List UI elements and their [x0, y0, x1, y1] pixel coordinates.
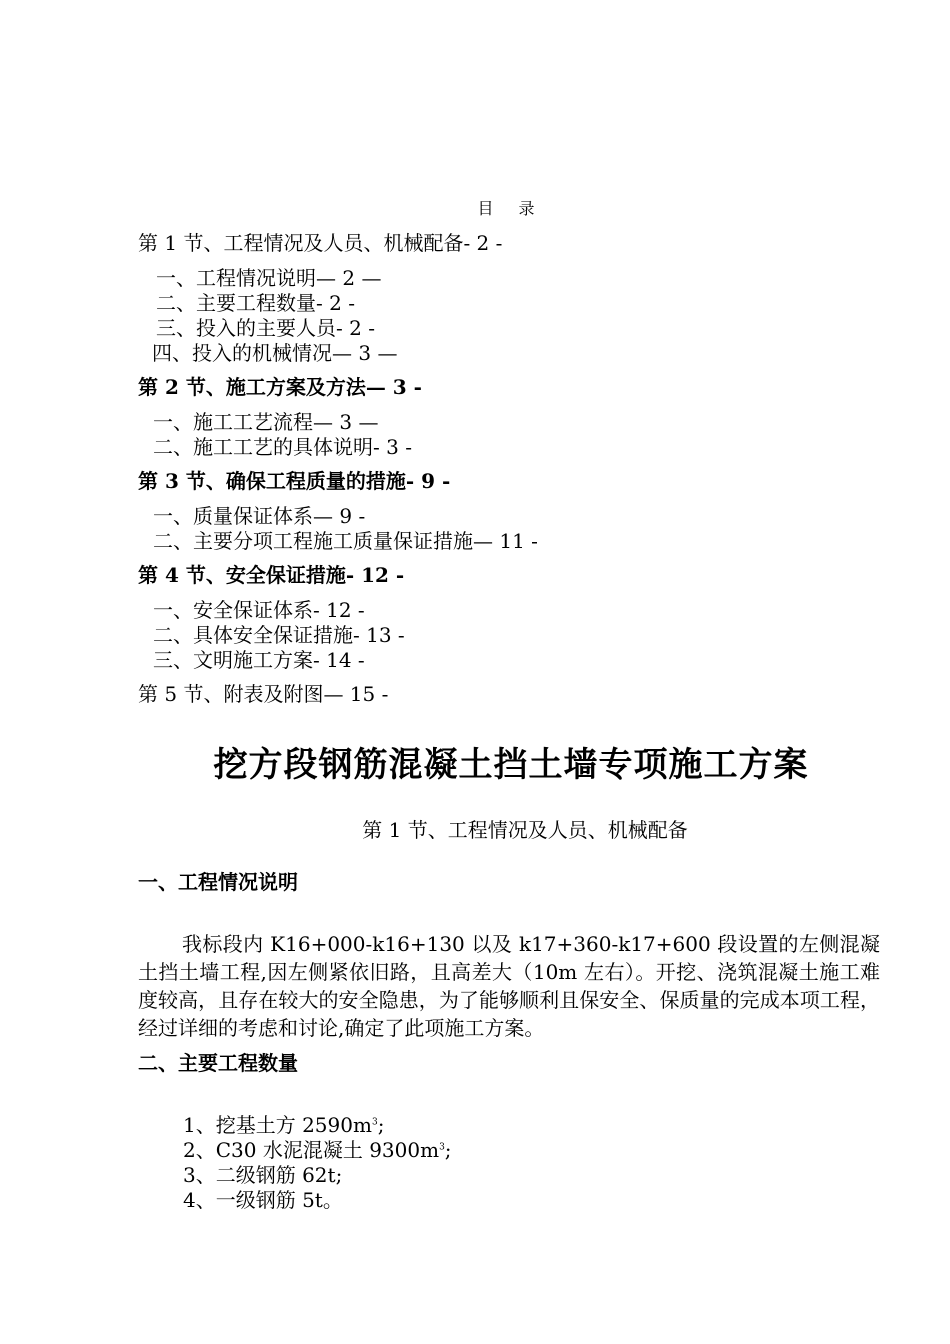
toc-item-2-2[interactable]: 二、施工工艺的具体说明- 3 -	[153, 435, 412, 459]
toc-item-3-1[interactable]: 一、质量保证体系— 9 -	[153, 504, 366, 528]
section-title: 第 1 节、工程情况及人员、机械配备	[362, 818, 688, 842]
toc-item-4-3[interactable]: 三、文明施工方案- 14 -	[153, 648, 365, 672]
heading-project-overview: 一、工程情况说明	[138, 870, 298, 894]
toc-item-1-2[interactable]: 二、主要工程数量- 2 -	[156, 291, 355, 315]
toc-section-1[interactable]: 第 1 节、工程情况及人员、机械配备- 2 -	[138, 231, 503, 255]
quantity-item-4: 4、一级钢筋 5t。	[183, 1188, 343, 1212]
quantity-item-3: 3、二级钢筋 62t;	[183, 1163, 343, 1187]
toc-section-2[interactable]: 第 2 节、施工方案及方法— 3 -	[138, 375, 422, 399]
project-overview-paragraph: 我标段内 K16+000-k16+130 以及 k17+360-k17+600 段设置的左侧混凝土挡土墙工程,因左侧紧依旧路，且高差大（10m 左右）。开挖、浇筑混凝土施工难度较高，且存在较大的安全隐患，为了能够顺利且保安全、保质量的完成本项工程，经过详细的考虑和讨论,确定了此项施工方案。	[138, 932, 880, 1040]
toc-section-3[interactable]: 第 3 节、确保工程质量的措施- 9 -	[138, 469, 451, 493]
toc-section-5[interactable]: 第 5 节、附表及附图— 15 -	[138, 682, 389, 706]
quantity-item-1: 1、挖基土方 $2590m^3$;	[183, 1113, 385, 1137]
heading-main-quantities: 二、主要工程数量	[138, 1051, 298, 1075]
toc-item-3-2[interactable]: 二、主要分项工程施工质量保证措施— 11 -	[153, 529, 538, 553]
superscript-cubic: 3	[371, 1117, 378, 1128]
document-title: 挖方段钢筋混凝土挡土墙专项施工方案	[213, 745, 809, 785]
toc-item-1-4[interactable]: 四、投入的机械情况— 3 —	[152, 341, 398, 365]
toc-title: 目 录	[477, 199, 545, 218]
quantity-item-2: 2、C30 水泥混凝土 $9300m^3$;	[183, 1138, 452, 1162]
toc-item-1-3[interactable]: 三、投入的主要人员- 2 -	[156, 316, 375, 340]
toc-item-4-1[interactable]: 一、安全保证体系- 12 -	[153, 598, 365, 622]
toc-item-4-2[interactable]: 二、具体安全保证措施- 13 -	[153, 623, 405, 647]
toc-item-2-1[interactable]: 一、施工工艺流程— 3 —	[153, 410, 379, 434]
superscript-cubic: 3	[439, 1142, 445, 1153]
toc-section-4[interactable]: 第 4 节、安全保证措施- 12 -	[138, 563, 405, 587]
toc-item-1-1[interactable]: 一、工程情况说明— 2 —	[156, 266, 382, 290]
